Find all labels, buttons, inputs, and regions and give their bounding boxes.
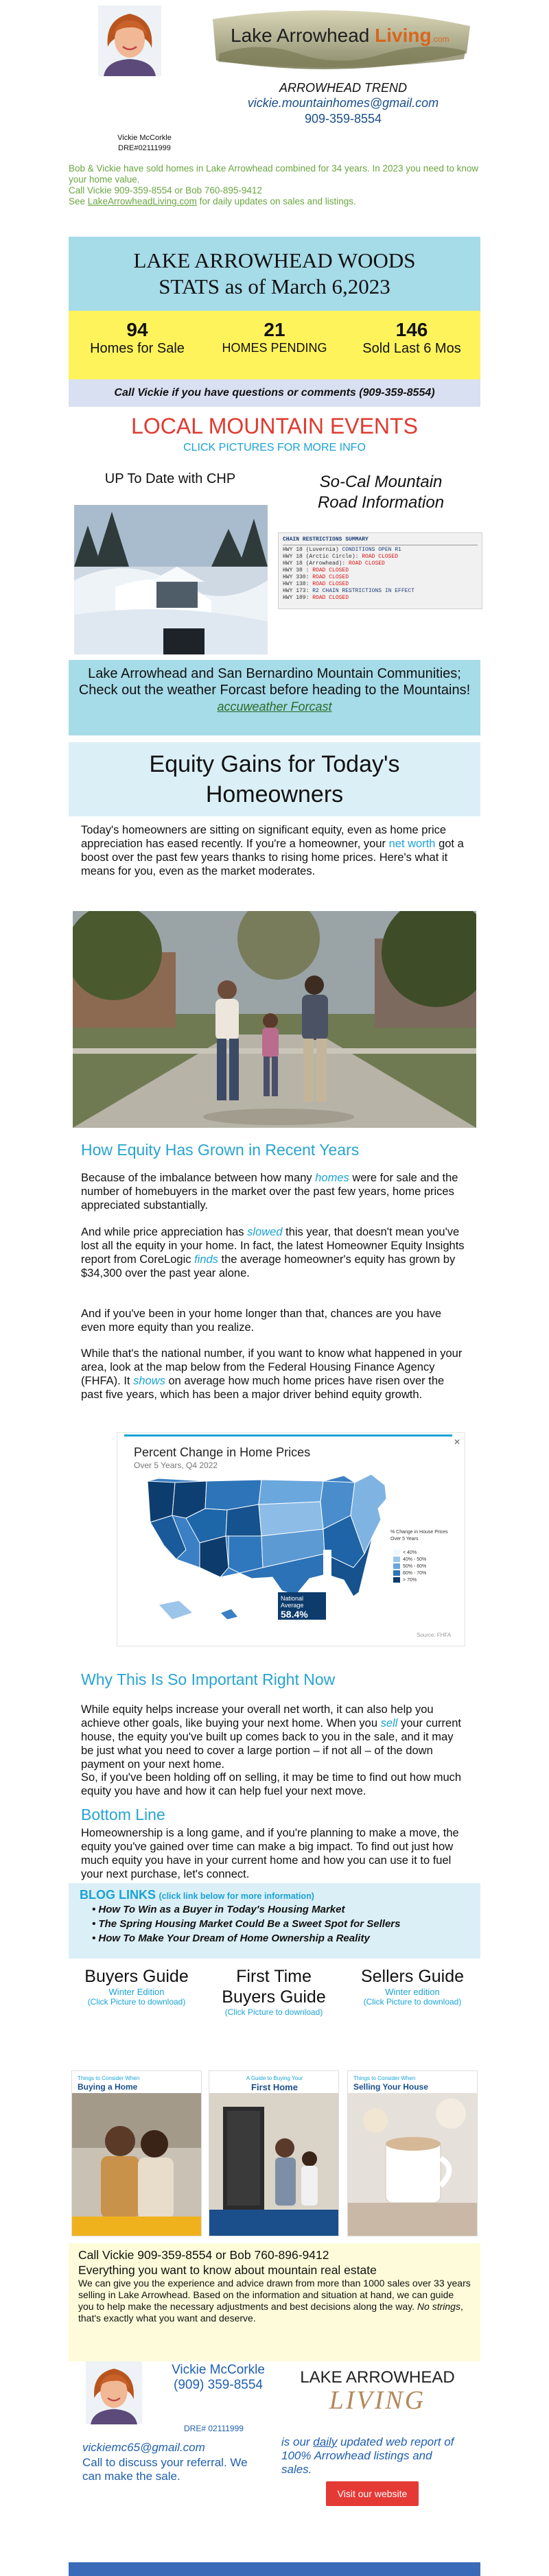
homes-link[interactable]: homes: [315, 1172, 349, 1184]
stats-title-line-1: LAKE ARROWHEAD WOODS: [133, 248, 416, 272]
map-legend: [390, 1529, 459, 1584]
sell-link[interactable]: sell: [380, 1717, 398, 1729]
legend-item: > 70%: [403, 1578, 417, 1583]
guide-title: First Time: [236, 1967, 312, 1986]
visit-website-button[interactable]: Visit our website: [326, 2481, 419, 2506]
site-logo[interactable]: [206, 5, 477, 74]
chain-restrictions-panel[interactable]: [278, 532, 482, 609]
brand-line-1: LAKE ARROWHEAD: [300, 2368, 455, 2387]
legend-item: 50% - 60%: [403, 1564, 427, 1569]
chain-row: HWY 189: ROAD CLOSED: [283, 595, 349, 601]
brand-line-2: LIVING: [329, 2386, 426, 2415]
article-intro: Today's homeowners are sitting on significant equity, even as home price appreciation has eased recently. If you're a homeowner, your net worth got a boost over the past few years thanks to rising home prices. Here's what it means for you, even as the market moderates.: [81, 824, 464, 877]
stat-sold: [343, 319, 480, 357]
chain-title: CHAIN RESTRICTIONS SUMMARY: [283, 536, 369, 543]
stat-for-sale: [69, 319, 206, 357]
article-title-line-2: Homeowners: [205, 781, 344, 807]
cover-top-text: Things to Consider When: [78, 2075, 140, 2081]
map-source: Source: FHFA: [417, 1632, 452, 1638]
slowed-link[interactable]: slowed: [247, 1226, 283, 1238]
logo-text-com: .com: [431, 34, 449, 44]
events-subtitle: CLICK PICTURES FOR MORE INFO: [183, 442, 366, 453]
agent-portrait: [98, 5, 161, 76]
family-photo: [73, 911, 476, 1128]
buyers-guide-header: [71, 1966, 202, 2007]
family-door-photo: [209, 2093, 339, 2236]
guide-hint: (Click Picture to download): [363, 1997, 462, 2007]
guide-hint: (Click Picture to download): [87, 1997, 186, 2007]
cover-main-text: First Home: [251, 2082, 298, 2092]
logo-text-main: Lake Arrowhead: [231, 25, 375, 46]
national-average-label: National Average: [281, 1595, 304, 1609]
weather-text: Lake Arrowhead and San Bernardino Mountain Communities; Check out the weather Forcast before heading to the Mountains!: [78, 666, 471, 698]
footer-name: Vickie McCorkle: [172, 2363, 265, 2377]
net-worth-link[interactable]: net worth: [388, 838, 436, 850]
legend-title: % Change in House Prices Over 5 Years: [390, 1530, 448, 1541]
chain-row: HWY 18 (Luvernia) CONDITIONS OPEN R1: [283, 547, 401, 553]
article-title-line-1: Equity Gains for Today's: [149, 751, 400, 777]
stat-label: Homes for Sale: [90, 341, 185, 356]
blog-hint: (click link below for more information): [159, 1891, 314, 1901]
agent-portrait-small: [82, 2361, 145, 2424]
first-time-guide-header: [209, 1966, 339, 2017]
map-close-icon[interactable]: ✕: [453, 1437, 460, 1447]
events-title: LOCAL MOUNTAIN EVENTS: [131, 414, 418, 438]
chp-heading: UP To Date with CHP: [104, 471, 236, 486]
guide-title: Buyers Guide: [84, 1967, 189, 1986]
legend-item: < 40%: [403, 1550, 417, 1555]
sellers-guide-header: [347, 1966, 478, 2007]
snow-scene-image: [74, 505, 268, 654]
intro-line-2: Call Vickie 909-359-8554 or Bob 760-895-9412: [69, 185, 262, 196]
paragraph-7: Homeownership is a long game, and if you're planning to make a move, the equity you've gained over time can make a big impact. To find out just how much equity you have in your current home and how you can use it to fuel your next purchase, let's connect.: [81, 1827, 459, 1880]
section-heading-bottom-line: Bottom Line: [81, 1806, 165, 1823]
legend-item: 40% - 50%: [403, 1557, 427, 1562]
article-title-box: [69, 742, 480, 816]
call-bar[interactable]: Call Vickie if you have questions or comments (909-359-8554): [69, 379, 480, 407]
cta-headline: Everything you want to know about mountain real estate: [78, 2263, 377, 2277]
stat-label: Sold Last 6 Mos: [362, 341, 461, 356]
chain-row: HWY 330: ROAD CLOSED: [283, 574, 349, 580]
weather-box: [69, 660, 480, 735]
paragraph-5: While equity helps increase your overall net worth, it can also help you achieve other goals, like buying your next home. When you sell your current house, the equity you've built up comes back to you in the sale, and it may be just what you need to cover a large portion – if not all – of the down payment on your next home.: [81, 1703, 461, 1771]
cover-top-text: A Guide to Buying Your: [246, 2075, 303, 2081]
paragraph-1: Because of the imbalance between how many homes were for sale and the number of homebuyers in the market over the past few years, home prices appreciated substantially.: [81, 1172, 458, 1212]
section-heading-recent: How Equity Has Grown in Recent Years: [81, 1141, 360, 1159]
footer-contact: [156, 2363, 280, 2393]
site-link[interactable]: LakeArrowheadLiving.com: [87, 196, 197, 206]
footer-brand[interactable]: [281, 2368, 474, 2413]
buyers-guide-cover[interactable]: [71, 2070, 202, 2236]
legend-item: 60% - 70%: [403, 1571, 427, 1576]
chain-row: HWY 18 (Arctic Circle): ROAD CLOSED: [283, 554, 399, 560]
agent-name: Vickie McCorkle: [117, 134, 172, 142]
agent-dre: DRE#02111999: [118, 144, 171, 152]
map-title: Percent Change in Home Prices: [134, 1445, 311, 1459]
stats-title-bar: [69, 237, 480, 311]
paragraph-3: And if you've been in your home longer than that, chances are you have even more equity than you realize.: [81, 1308, 442, 1334]
cover-top-text: Things to Consider When: [353, 2075, 416, 2081]
footer-discuss: Call to discuss your referral. We can make the sale.: [82, 2456, 248, 2483]
cover-main-text: Buying a Home: [78, 2082, 138, 2092]
national-average-value: 58.4%: [281, 1609, 308, 1620]
family-walking-image: [73, 911, 476, 1128]
blog-links-box: [69, 1883, 480, 1959]
finds-link[interactable]: finds: [194, 1253, 218, 1266]
chain-row: HWY 18 (Arrowhead): ROAD CLOSED: [283, 560, 385, 567]
footer-bottom-bar: [69, 2562, 480, 2576]
stat-value: 21: [264, 319, 285, 340]
footer-phone[interactable]: (909) 359-8554: [174, 2378, 263, 2392]
blog-title-row: [80, 1888, 469, 1902]
footer-dre: DRE# 02111999: [184, 2424, 244, 2433]
logo-text-living: Living: [375, 25, 432, 46]
header-email[interactable]: vickie.mountainhomes@gmail.com: [247, 96, 439, 110]
blog-title: BLOG LINKS: [80, 1888, 156, 1902]
footer-blurb: is our daily updated web report of 100% Arrowhead listings and sales.: [281, 2435, 454, 2476]
stats-title-line-2: STATS as of March 6,2023: [159, 274, 390, 298]
national-average-box: [278, 1592, 326, 1620]
paragraph-2: And while price appreciation has slowed this year, that doesn't mean you've lost all the equity in your home. In fact, the latest Homeowner Equity Insights report from CoreLogic finds the average homeowner's equity has grown by $34,300 over the past year alone.: [81, 1226, 465, 1279]
couple-photo: [72, 2093, 202, 2236]
stat-label: HOMES PENDING: [222, 341, 327, 355]
cta-box: [69, 2243, 480, 2361]
blog-link-2[interactable]: • The Spring Housing Market Could Be a Sweet Spot for Sellers: [92, 1918, 401, 1930]
chain-row: HWY 173: R2 CHAIN RESTRICTIONS IN EFFECT: [283, 588, 415, 594]
stat-pending: [206, 319, 343, 355]
price-change-map-card[interactable]: [117, 1432, 465, 1646]
stat-value: 94: [126, 319, 148, 340]
stat-value: 146: [395, 319, 428, 340]
paragraph-6: So, if you've been holding off on selling, it may be time to find out how much equity you have and how it can help fuel your next move.: [81, 1771, 462, 1797]
sellers-guide-cover[interactable]: [347, 2070, 478, 2236]
chp-snow-photo[interactable]: [74, 505, 268, 654]
intro-line-1: Bob & Vickie have sold homes in Lake Arrowhead combined for 34 years. In 2023 you need to know your home value.: [69, 163, 479, 185]
stats-yellow-bar: [69, 311, 480, 379]
cta-body: We can give you the experience and advice drawn from more than 1000 sales over 33 years selling in Lake Arrowhead. Based on the information and situation at hand, we can guide you to help make the necessary adjustments and best decisions along the way. No strings, that's exactly what you want and deserve.: [78, 2278, 471, 2324]
daily-link[interactable]: daily: [313, 2435, 338, 2448]
road-info-heading: So-Cal Mountain Road Information: [317, 473, 445, 512]
section-heading-important: Why This Is So Important Right Now: [81, 1670, 336, 1688]
chain-row: HWY 38 : ROAD CLOSED: [283, 567, 349, 574]
guide-edition: Winter edition: [385, 1987, 440, 1997]
coffee-mug-photo: [348, 2093, 478, 2236]
blog-link-1[interactable]: • How To Win as a Buyer in Today's Housing Market: [92, 1904, 345, 1915]
footer-agent-photo: [82, 2361, 145, 2424]
trend-title: ARROWHEAD TREND: [279, 81, 407, 95]
guide-edition: Winter Edition: [108, 1987, 165, 1997]
shows-link[interactable]: shows: [133, 1375, 165, 1387]
cta-call-line[interactable]: Call Vickie 909-359-8554 or Bob 760-896-9412: [78, 2248, 329, 2262]
intro-block: [69, 163, 480, 207]
map-subtitle: Over 5 Years, Q4 2022: [134, 1461, 218, 1470]
chain-row: HWY 138: ROAD CLOSED: [283, 581, 349, 587]
guide-hint: (Click Picture to download): [224, 2007, 323, 2017]
first-time-guide-cover[interactable]: [209, 2070, 339, 2236]
paragraph-4: While that's the national number, if you want to know what happened in your area, look at the map below from the Federal Housing Finance Agency (FHFA). It shows on average how much home prices have risen over the past five years, which has been a major driver behind equity growth.: [81, 1347, 463, 1401]
guide-title: Sellers Guide: [360, 1967, 465, 1986]
footer-email[interactable]: vickiemc65@gmail.com: [82, 2441, 205, 2454]
accuweather-link[interactable]: accuweather Forcast: [217, 700, 332, 713]
blog-link-3[interactable]: • How To Make Your Dream of Home Ownership a Reality: [92, 1933, 370, 1944]
cover-main-text: Selling Your House: [353, 2082, 428, 2092]
guide-title-2: Buyers Guide: [222, 1987, 326, 2007]
intro-line-3: See LakeArrowheadLiving.com for daily updates on sales and listings.: [69, 196, 356, 206]
header-phone[interactable]: 909-359-8554: [304, 112, 382, 126]
agent-photo-frame: [98, 5, 161, 76]
